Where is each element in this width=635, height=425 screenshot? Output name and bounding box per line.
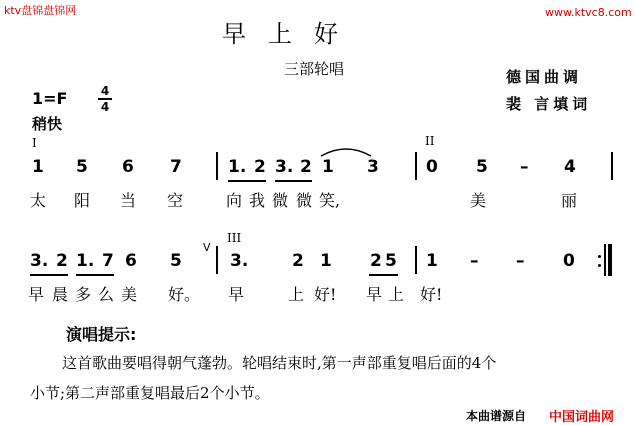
barline — [611, 152, 613, 180]
note: 1. — [76, 251, 95, 271]
lyric: 上 — [388, 285, 405, 304]
note: 3 — [367, 157, 379, 177]
source-label: 本曲谱源自 — [466, 409, 527, 423]
repeat-barline-thick — [608, 244, 612, 276]
lyric: 太 — [30, 191, 47, 210]
eighth-underline — [228, 180, 266, 182]
note: 1 — [32, 157, 44, 177]
lyric: 好。 — [168, 285, 201, 304]
note: 2 — [254, 157, 266, 177]
eighth-underline — [275, 180, 312, 182]
note: – — [520, 157, 529, 177]
eighth-underline — [30, 274, 68, 276]
note: 6 — [122, 157, 134, 177]
note: 7 — [102, 251, 114, 271]
note: 4 — [564, 157, 576, 177]
lyric: 丽 — [561, 191, 578, 210]
breath-mark: V — [203, 241, 211, 254]
lyric: 早 — [28, 285, 45, 304]
note: 5 — [476, 157, 488, 177]
lyric: 空 — [167, 191, 184, 210]
barline — [415, 246, 417, 274]
repeat-barline-thin — [604, 244, 606, 276]
note: 5 — [385, 251, 397, 271]
composer-credit: 德国曲调 — [506, 68, 583, 86]
lyric: 好! — [420, 285, 443, 304]
tips-title: 演唱提示: — [66, 325, 137, 344]
song-subtitle: 三部轮唱 — [284, 60, 345, 78]
time-signature-bottom: 4 — [100, 99, 110, 114]
note: 3. — [230, 251, 249, 271]
slur-tie — [318, 142, 374, 158]
repeat-dot — [598, 264, 601, 267]
time-signature-top: 4 — [100, 84, 110, 98]
note: 2 — [300, 157, 312, 177]
tips-line-1: 这首歌曲要唱得朝气蓬勃。轮唱结束时,第一声部重复唱后面的4个 — [62, 354, 497, 372]
tempo-marking: 稍快 — [32, 115, 63, 133]
part-marker-3: III — [227, 231, 242, 245]
note: – — [470, 251, 479, 271]
note: – — [516, 251, 525, 271]
lyric: 么 — [98, 285, 115, 304]
lyric: 我 — [249, 191, 266, 210]
lyric: 当 — [120, 191, 137, 210]
lyric: 微 — [272, 191, 289, 210]
note: 0 — [563, 251, 575, 271]
note: 2 — [56, 251, 68, 271]
lyric: 美 — [121, 285, 138, 304]
tips-line-2: 小节;第二声部重复唱最后2个小节。 — [30, 384, 270, 402]
time-signature — [98, 85, 112, 113]
note: 7 — [170, 157, 182, 177]
note: 3. — [275, 157, 294, 177]
note: 0 — [426, 157, 438, 177]
eighth-underline — [76, 274, 114, 276]
barline — [216, 152, 218, 180]
note: 1 — [320, 251, 332, 271]
lyric: 上 — [288, 285, 305, 304]
lyric: 多 — [75, 285, 92, 304]
song-title: 早上好 — [222, 20, 360, 48]
note: 1 — [426, 251, 438, 271]
part-marker-1: I — [32, 136, 37, 150]
watermark-left: ktv盘锦盘锦网 — [4, 4, 77, 17]
barline — [216, 246, 218, 274]
note: 5 — [76, 157, 88, 177]
note: 2 — [370, 251, 382, 271]
key-signature: 1=F — [32, 89, 68, 108]
lyric: 微 — [296, 191, 313, 210]
lyric: 晨 — [52, 285, 69, 304]
lyric: 早 — [228, 285, 245, 304]
note: 5 — [170, 251, 182, 271]
watermark-right: www.ktvc8.com — [545, 6, 632, 19]
barline — [415, 152, 417, 180]
part-marker-2: II — [425, 134, 435, 148]
lyricist-credit: 裴 言填词 — [506, 95, 592, 113]
note: 1. — [228, 157, 247, 177]
note: 3. — [30, 251, 49, 271]
lyric: 好! — [314, 285, 337, 304]
lyric: 美 — [470, 191, 487, 210]
note: 2 — [292, 251, 304, 271]
eighth-underline — [369, 274, 398, 276]
lyric: 笑, — [319, 191, 341, 210]
lyric: 向 — [226, 191, 243, 210]
source-site-link[interactable]: 中国词曲网 — [549, 410, 615, 425]
note: 6 — [125, 251, 137, 271]
repeat-dot — [598, 255, 601, 258]
note: 1 — [322, 157, 334, 177]
lyric: 早 — [366, 285, 383, 304]
lyric: 阳 — [74, 191, 91, 210]
